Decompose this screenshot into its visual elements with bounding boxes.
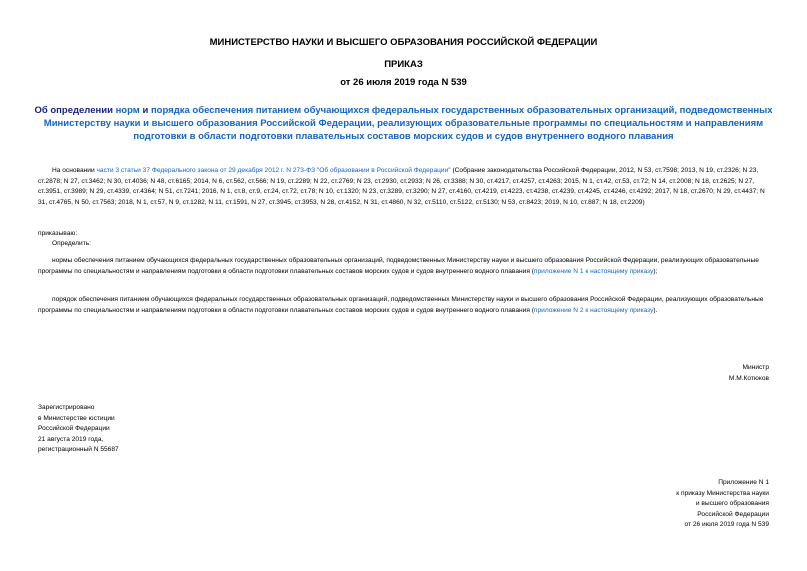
item-procedure — [38, 295, 773, 316]
order-word: приказываю: — [38, 230, 78, 237]
basis-paragraph — [38, 166, 773, 208]
signature-position: Министр — [742, 364, 769, 371]
signature-block — [729, 363, 769, 384]
registration-block — [38, 403, 119, 456]
appendix-2-link[interactable]: приложение N 2 к настоящему приказу — [533, 306, 654, 314]
item-norms-end: ); — [653, 267, 658, 275]
title-text-2: и — [139, 105, 151, 116]
registration-line: регистрационный N 55687 — [38, 446, 119, 454]
document-title — [30, 104, 777, 143]
appendix-line: и высшего образования — [695, 500, 769, 508]
define-word: Определить: — [52, 240, 92, 247]
item-norms-text: нормы обеспечения питанием обучающихся федеральных государственных образовательных организаций, подведомственных Министерству науки и высшего образования Российской Федерации, реализующих образовательные программы по специальностям и направлениям подготовки в области подготовки плавательных составов морских судов и судов внутреннего водного плавания ( — [38, 257, 759, 275]
appendix-header — [676, 478, 769, 531]
appendix-1-link[interactable]: приложение N 1 к настоящему приказу — [533, 267, 654, 275]
item-procedure-end: ). — [653, 306, 658, 314]
item-procedure-text: порядок обеспечения питанием обучающихся федеральных государственных образовательных организаций, подведомственных Министерству науки и высшего образования Российской Федерации, реализующих образовательные программы по специальностям и направлениям подготовки в области подготовки плавательных составов морских судов и судов внутреннего водного плавания ( — [38, 296, 764, 314]
basis-law-link[interactable]: части 3 статьи 37 Федерального закона от 29 декабря 2012 г. N 273-ФЗ "Об образовании в Российской Федерации" — [96, 167, 451, 174]
appendix-line: Приложение N 1 — [718, 479, 769, 486]
appendix-line: Российской Федерации — [697, 510, 769, 518]
title-link-norms[interactable]: норм — [115, 105, 140, 116]
document-date-number: от 26 июля 2019 года N 539 — [340, 77, 467, 88]
registration-line: Зарегистрировано — [38, 404, 95, 411]
registration-line: в Министерстве юстиции — [38, 414, 115, 422]
item-norms — [38, 256, 773, 277]
title-link-procedure[interactable]: порядка обеспечения питанием обучающихся федеральных государственных образовательных организаций, подведомственных Министерству науки и высшего образования Российской Федерации, реализующих образовательные программы по специальностям и направлениям подготовки в области подготовки плавательных составов морских судов и судов внутреннего водного плавания — [43, 105, 773, 142]
basis-prefix: На основании — [52, 167, 97, 174]
title-text-1: Об определении — [34, 105, 116, 116]
registration-line: Российской Федерации — [38, 425, 110, 433]
basis-rest: (Собрание законодательства Российской Федерации, 2012, N 53, ст.7598; 2013, N 19, ст.2326; N 23, ст.2878; N 27, ст.3462; N 30, ст.4036; N 48, ст.6165; 2014, N 6, ст.562, ст.566; N 19, ст.2289; N 22, ст.2769; N 23, ст.2930, ст.2933; N 26, ст.3388; N 30, ст.4217, ст.4257, ст.4263; 2015, N 1, ст.42, ст.53, ст.72; N 14, ст.2008; N 18, ст.2625; N 27, ст.3951, ст.3989; N 29, ст.4339, ст.4364; N 51, ст.7241; 2016, N 1, ст.8, ст.9, ст.24, ст.72, ст.78; N 10, ст.1320; N 23, ст.3289, ст.3290; N 27, ст.4160, ст.4219, ст.4223, ст.4238, ст.4239, ст.4245, ст.4246, ст.4292; 2017, N 18, ст.2670; N 29, ст.4437; N 31, ст.4765, N 50, ст.7563; 2018, N 1, ст.57, N 9, ст.1282, N 11, ст.1591, N 27, ст.3945, ст.3953, N 28, ст.4152, N 31, ст.4860, N 32, ст.5110, ст.5122, ст.5130; N 53, ст.8423; 2019, N 10, ст.887; N 18, ст.2209) — [38, 167, 765, 206]
ministry-heading: МИНИСТЕРСТВО НАУКИ И ВЫСШЕГО ОБРАЗОВАНИЯ РОССИЙСКОЙ ФЕДЕРАЦИИ — [209, 37, 598, 48]
document-type: ПРИКАЗ — [384, 59, 423, 70]
registration-line: 21 августа 2019 года, — [38, 435, 104, 443]
signature-name: М.М.Котюков — [728, 374, 769, 382]
appendix-line: от 26 июля 2019 года N 539 — [684, 521, 769, 529]
appendix-line: к приказу Министерства науки — [676, 489, 769, 497]
